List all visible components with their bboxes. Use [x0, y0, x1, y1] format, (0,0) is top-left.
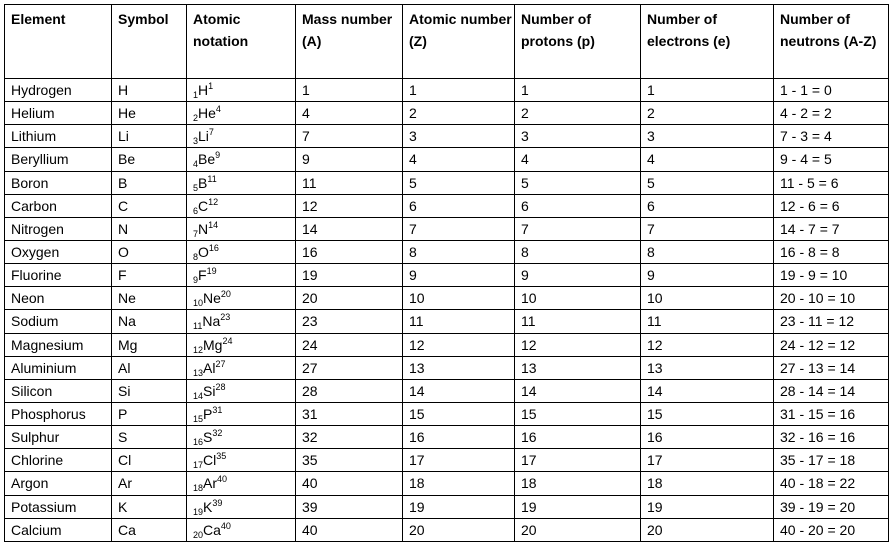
atomic-number-cell: 14 [403, 379, 515, 402]
atomic-notation-cell [187, 449, 296, 472]
protons-cell: 1 [515, 79, 641, 102]
mass-number-cell: 1 [296, 79, 403, 102]
atomic-number-cell: 16 [403, 426, 515, 449]
protons-cell: 3 [515, 125, 641, 148]
table-row [5, 402, 889, 425]
atomic-notation-cell [187, 518, 296, 541]
mass-number-cell: 19 [296, 264, 403, 287]
atomic-notation-cell [187, 102, 296, 125]
mass-number-cell: 27 [296, 356, 403, 379]
electrons-cell: 19 [641, 495, 774, 518]
notation-symbol: Li [198, 128, 209, 145]
protons-cell: 20 [515, 518, 641, 541]
protons-cell: 6 [515, 194, 641, 217]
atomic-number-subscript: 20 [193, 529, 204, 540]
atomic-number-cell: 5 [403, 171, 515, 194]
atomic-number-cell: 20 [403, 518, 515, 541]
element-name-cell: Carbon [5, 194, 112, 217]
element-name-cell: Lithium [5, 125, 112, 148]
electrons-cell: 10 [641, 287, 774, 310]
atomic-number-subscript: 7 [193, 228, 199, 239]
atomic-notation-cell [187, 148, 296, 171]
mass-number-superscript: 19 [206, 266, 217, 277]
atomic-number-subscript: 19 [193, 506, 204, 517]
atomic-number-subscript: 1 [193, 90, 199, 101]
notation-symbol: Ne [203, 290, 221, 307]
mass-number-superscript: 4 [215, 104, 221, 115]
symbol-cell: B [112, 171, 187, 194]
elements-table [4, 4, 889, 542]
table-body [5, 79, 889, 542]
protons-cell: 9 [515, 264, 641, 287]
table-row [5, 240, 889, 263]
neutrons-cell: 40 - 18 = 22 [774, 472, 889, 495]
atomic-notation-cell [187, 240, 296, 263]
electrons-cell: 20 [641, 518, 774, 541]
electrons-cell: 15 [641, 402, 774, 425]
mass-number-superscript: 40 [220, 520, 231, 531]
mass-number-cell: 35 [296, 449, 403, 472]
table-row [5, 333, 889, 356]
atomic-notation-cell [187, 217, 296, 240]
table-row [5, 264, 889, 287]
symbol-cell: Mg [112, 333, 187, 356]
mass-number-cell: 16 [296, 240, 403, 263]
element-name-cell: Helium [5, 102, 112, 125]
electrons-cell: 13 [641, 356, 774, 379]
element-name-cell: Silicon [5, 379, 112, 402]
atomic-number-cell: 10 [403, 287, 515, 310]
element-name-cell: Sodium [5, 310, 112, 333]
table-row [5, 379, 889, 402]
header-mass-number: Mass number (A) [296, 5, 403, 79]
notation-symbol: B [198, 174, 208, 191]
notation-symbol: S [203, 429, 213, 446]
protons-cell: 18 [515, 472, 641, 495]
atomic-number-cell: 1 [403, 79, 515, 102]
notation-symbol: Cl [203, 452, 217, 469]
element-name-cell: Potassium [5, 495, 112, 518]
table-row [5, 356, 889, 379]
atomic-number-cell: 2 [403, 102, 515, 125]
table-row [5, 194, 889, 217]
symbol-cell: K [112, 495, 187, 518]
symbol-cell: Ca [112, 518, 187, 541]
atomic-number-cell: 4 [403, 148, 515, 171]
protons-cell: 4 [515, 148, 641, 171]
table-row [5, 449, 889, 472]
notation-symbol: N [198, 220, 209, 237]
protons-cell: 16 [515, 426, 641, 449]
neutrons-cell: 16 - 8 = 8 [774, 240, 889, 263]
element-name-cell: Chlorine [5, 449, 112, 472]
element-name-cell: Oxygen [5, 240, 112, 263]
mass-number-cell: 7 [296, 125, 403, 148]
neutrons-cell: 12 - 6 = 6 [774, 194, 889, 217]
atomic-number-subscript: 2 [193, 113, 199, 124]
table-row [5, 125, 889, 148]
atomic-notation-cell [187, 402, 296, 425]
electrons-cell: 3 [641, 125, 774, 148]
table-row [5, 426, 889, 449]
electrons-cell: 4 [641, 148, 774, 171]
table-row [5, 310, 889, 333]
header-protons: Number of protons (p) [515, 5, 641, 79]
neutrons-cell: 23 - 11 = 12 [774, 310, 889, 333]
mass-number-cell: 31 [296, 402, 403, 425]
atomic-notation-cell [187, 287, 296, 310]
protons-cell: 15 [515, 402, 641, 425]
symbol-cell: Ar [112, 472, 187, 495]
neutrons-cell: 14 - 7 = 7 [774, 217, 889, 240]
notation-symbol: Na [202, 313, 221, 330]
mass-number-superscript: 31 [212, 405, 223, 416]
atomic-number-cell: 18 [403, 472, 515, 495]
notation-symbol: Al [203, 359, 216, 376]
protons-cell: 7 [515, 217, 641, 240]
symbol-cell: F [112, 264, 187, 287]
atomic-notation-cell [187, 356, 296, 379]
mass-number-cell: 4 [296, 102, 403, 125]
mass-number-superscript: 9 [215, 150, 221, 161]
atomic-number-subscript: 14 [193, 390, 204, 401]
mass-number-superscript: 32 [212, 428, 223, 439]
atomic-number-subscript: 15 [193, 414, 204, 425]
mass-number-cell: 23 [296, 310, 403, 333]
protons-cell: 14 [515, 379, 641, 402]
notation-symbol: Be [198, 151, 216, 168]
mass-number-cell: 14 [296, 217, 403, 240]
atomic-number-cell: 19 [403, 495, 515, 518]
mass-number-superscript: 39 [212, 497, 223, 508]
atomic-number-cell: 12 [403, 333, 515, 356]
mass-number-cell: 39 [296, 495, 403, 518]
electrons-cell: 14 [641, 379, 774, 402]
electrons-cell: 8 [641, 240, 774, 263]
atomic-number-cell: 11 [403, 310, 515, 333]
neutrons-cell: 11 - 5 = 6 [774, 171, 889, 194]
neutrons-cell: 1 - 1 = 0 [774, 79, 889, 102]
symbol-cell: S [112, 426, 187, 449]
header-electrons: Number of electrons (e) [641, 5, 774, 79]
symbol-cell: He [112, 102, 187, 125]
electrons-cell: 12 [641, 333, 774, 356]
table-row [5, 171, 889, 194]
symbol-cell: Cl [112, 449, 187, 472]
mass-number-superscript: 20 [220, 289, 231, 300]
atomic-notation-cell [187, 495, 296, 518]
mass-number-cell: 40 [296, 518, 403, 541]
neutrons-cell: 40 - 20 = 20 [774, 518, 889, 541]
mass-number-superscript: 16 [208, 243, 219, 254]
mass-number-cell: 9 [296, 148, 403, 171]
electrons-cell: 1 [641, 79, 774, 102]
table-row [5, 518, 889, 541]
element-name-cell: Boron [5, 171, 112, 194]
symbol-cell: P [112, 402, 187, 425]
symbol-cell: N [112, 217, 187, 240]
neutrons-cell: 20 - 10 = 10 [774, 287, 889, 310]
atomic-notation-cell [187, 194, 296, 217]
table-row [5, 472, 889, 495]
atomic-number-cell: 3 [403, 125, 515, 148]
notation-symbol: He [198, 105, 216, 122]
electrons-cell: 6 [641, 194, 774, 217]
electrons-cell: 7 [641, 217, 774, 240]
symbol-cell: Be [112, 148, 187, 171]
electrons-cell: 16 [641, 426, 774, 449]
electrons-cell: 18 [641, 472, 774, 495]
atomic-number-cell: 17 [403, 449, 515, 472]
atomic-number-subscript: 11 [193, 321, 203, 332]
neutrons-cell: 28 - 14 = 14 [774, 379, 889, 402]
notation-symbol: K [203, 498, 213, 515]
header-atomic-number: Atomic number (Z) [403, 5, 515, 79]
atomic-number-subscript: 17 [193, 460, 204, 471]
electrons-cell: 17 [641, 449, 774, 472]
atomic-number-subscript: 4 [193, 159, 199, 170]
mass-number-superscript: 1 [208, 81, 214, 92]
atomic-notation-cell [187, 472, 296, 495]
notation-symbol: Si [203, 382, 216, 399]
protons-cell: 2 [515, 102, 641, 125]
atomic-number-subscript: 12 [193, 344, 204, 355]
atomic-number-cell: 6 [403, 194, 515, 217]
neutrons-cell: 19 - 9 = 10 [774, 264, 889, 287]
mass-number-superscript: 40 [217, 474, 228, 485]
notation-symbol: P [203, 406, 213, 423]
table-row [5, 79, 889, 102]
table-row [5, 495, 889, 518]
atomic-number-subscript: 16 [193, 437, 204, 448]
mass-number-superscript: 28 [215, 381, 226, 392]
element-name-cell: Aluminium [5, 356, 112, 379]
mass-number-cell: 28 [296, 379, 403, 402]
atomic-number-subscript: 18 [193, 483, 204, 494]
neutrons-cell: 35 - 17 = 18 [774, 449, 889, 472]
mass-number-superscript: 23 [220, 312, 231, 323]
symbol-cell: H [112, 79, 187, 102]
header-element: Element [5, 5, 112, 79]
protons-cell: 11 [515, 310, 641, 333]
atomic-notation-cell [187, 264, 296, 287]
electrons-cell: 2 [641, 102, 774, 125]
element-name-cell: Phosphorus [5, 402, 112, 425]
element-name-cell: Fluorine [5, 264, 112, 287]
header-symbol: Symbol [112, 5, 187, 79]
protons-cell: 13 [515, 356, 641, 379]
atomic-notation-cell [187, 79, 296, 102]
protons-cell: 17 [515, 449, 641, 472]
neutrons-cell: 32 - 16 = 16 [774, 426, 889, 449]
header-row [5, 5, 889, 79]
atomic-number-subscript: 6 [193, 205, 199, 216]
atomic-number-subscript: 9 [193, 275, 199, 286]
electrons-cell: 11 [641, 310, 774, 333]
notation-symbol: O [198, 244, 209, 261]
electrons-cell: 9 [641, 264, 774, 287]
protons-cell: 12 [515, 333, 641, 356]
notation-symbol: Ca [203, 521, 221, 538]
mass-number-cell: 40 [296, 472, 403, 495]
mass-number-cell: 20 [296, 287, 403, 310]
element-name-cell: Calcium [5, 518, 112, 541]
atomic-notation-cell [187, 379, 296, 402]
atomic-number-subscript: 5 [193, 182, 199, 193]
element-name-cell: Hydrogen [5, 79, 112, 102]
mass-number-cell: 12 [296, 194, 403, 217]
neutrons-cell: 7 - 3 = 4 [774, 125, 889, 148]
mass-number-superscript: 27 [215, 358, 226, 369]
notation-symbol: F [198, 267, 207, 284]
header-neutrons: Number of neutrons (A-Z) [774, 5, 889, 79]
table-row [5, 217, 889, 240]
mass-number-cell: 32 [296, 426, 403, 449]
symbol-cell: Si [112, 379, 187, 402]
mass-number-superscript: 24 [222, 335, 233, 346]
protons-cell: 5 [515, 171, 641, 194]
atomic-number-cell: 8 [403, 240, 515, 263]
protons-cell: 19 [515, 495, 641, 518]
neutrons-cell: 31 - 15 = 16 [774, 402, 889, 425]
mass-number-cell: 24 [296, 333, 403, 356]
element-name-cell: Neon [5, 287, 112, 310]
header-atomic-notation: Atomic notation [187, 5, 296, 79]
atomic-number-cell: 15 [403, 402, 515, 425]
mass-number-superscript: 11 [207, 173, 217, 184]
element-name-cell: Beryllium [5, 148, 112, 171]
element-name-cell: Sulphur [5, 426, 112, 449]
neutrons-cell: 24 - 12 = 12 [774, 333, 889, 356]
mass-number-cell: 11 [296, 171, 403, 194]
neutrons-cell: 39 - 19 = 20 [774, 495, 889, 518]
table-row [5, 148, 889, 171]
notation-symbol: Ar [203, 475, 218, 492]
protons-cell: 8 [515, 240, 641, 263]
atomic-number-subscript: 3 [193, 136, 199, 147]
atomic-notation-cell [187, 333, 296, 356]
mass-number-superscript: 12 [208, 196, 219, 207]
notation-symbol: H [198, 82, 209, 99]
atomic-number-cell: 7 [403, 217, 515, 240]
atomic-notation-cell [187, 426, 296, 449]
neutrons-cell: 27 - 13 = 14 [774, 356, 889, 379]
atomic-number-cell: 9 [403, 264, 515, 287]
atomic-number-cell: 13 [403, 356, 515, 379]
notation-symbol: Mg [203, 336, 223, 353]
atomic-notation-cell [187, 310, 296, 333]
symbol-cell: Na [112, 310, 187, 333]
element-name-cell: Argon [5, 472, 112, 495]
table-row [5, 102, 889, 125]
atomic-notation-cell [187, 125, 296, 148]
symbol-cell: C [112, 194, 187, 217]
symbol-cell: Li [112, 125, 187, 148]
element-name-cell: Magnesium [5, 333, 112, 356]
neutrons-cell: 4 - 2 = 2 [774, 102, 889, 125]
atomic-number-subscript: 10 [193, 298, 204, 309]
neutrons-cell: 9 - 4 = 5 [774, 148, 889, 171]
protons-cell: 10 [515, 287, 641, 310]
notation-symbol: C [198, 197, 209, 214]
symbol-cell: Al [112, 356, 187, 379]
atomic-notation-cell [187, 171, 296, 194]
element-name-cell: Nitrogen [5, 217, 112, 240]
atomic-number-subscript: 8 [193, 252, 199, 263]
table-row [5, 287, 889, 310]
electrons-cell: 5 [641, 171, 774, 194]
symbol-cell: Ne [112, 287, 187, 310]
mass-number-superscript: 14 [208, 219, 219, 230]
symbol-cell: O [112, 240, 187, 263]
mass-number-superscript: 7 [208, 127, 214, 138]
mass-number-superscript: 35 [216, 451, 227, 462]
atomic-number-subscript: 13 [193, 367, 204, 378]
